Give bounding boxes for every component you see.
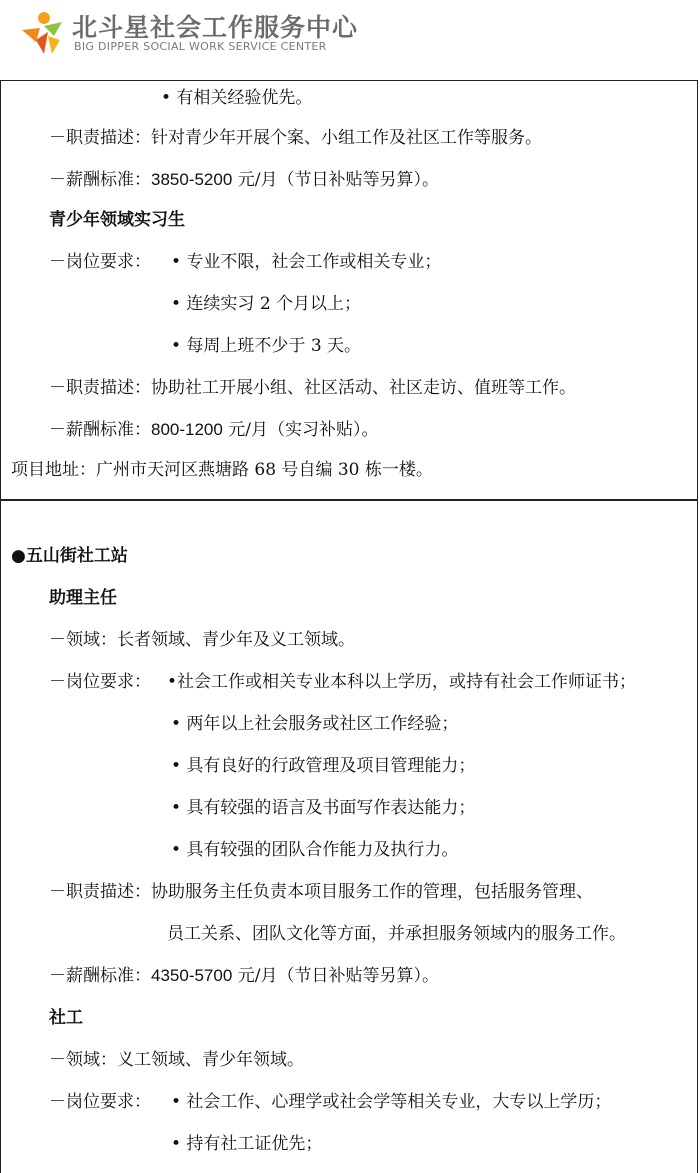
salary-value: 800-1200: [151, 420, 223, 439]
salary-suffix: 元/月（实习补贴）。: [222, 420, 379, 440]
station-title: ●五山街社工站: [11, 546, 128, 566]
duty-description: －职责描述：协助社工开展小组、社区活动、社区走访、值班等工作。: [49, 378, 576, 398]
requirement-item: • 每周上班不少于 3 天。: [171, 336, 362, 356]
requirement-item: • 具有较强的团队合作能力及执行力。: [171, 840, 459, 860]
duty-description: －职责描述：协助服务主任负责本项目服务工作的管理，包括服务管理、: [49, 882, 593, 902]
requirement-item: • 两年以上社会服务或社区工作经验；: [171, 714, 459, 734]
salary-suffix: 元/月（节日补贴等另算）。: [232, 966, 439, 986]
requirement-label: －岗位要求：: [49, 252, 151, 272]
salary-line: [49, 419, 378, 441]
salary-label: －薪酬标准：: [49, 966, 151, 986]
role-domain: －领域：长者领域、青少年及义工领域。: [49, 630, 355, 650]
page-header: [0, 0, 700, 80]
salary-suffix: 元/月（节日补贴等另算）。: [232, 170, 439, 190]
requirement-label: －岗位要求：: [49, 672, 151, 692]
big-dipper-logo-icon: [14, 6, 72, 58]
salary-label: －薪酬标准：: [49, 170, 151, 190]
brand-name-cn: 北斗星社会工作服务中心: [72, 13, 359, 42]
requirement-bullet: • 有相关经验优先。: [161, 88, 313, 108]
requirement-item: • 专业不限，社会工作或相关专业；: [171, 252, 442, 272]
requirement-item: • 连续实习 2 个月以上；: [171, 294, 362, 314]
requirement-item: • 具有良好的行政管理及项目管理能力；: [171, 756, 476, 776]
job-section-2: [0, 500, 698, 1173]
job-section-1: [0, 80, 698, 500]
salary-value: 4350-5700: [151, 966, 233, 985]
brand-name-en: BIG DIPPER SOCIAL WORK SERVICE CENTER: [74, 40, 327, 53]
duty-description-cont: 员工关系、团队文化等方面，并承担服务领域内的服务工作。: [167, 924, 626, 944]
requirement-label: －岗位要求：: [49, 1092, 151, 1112]
salary-line: [49, 169, 439, 191]
requirement-item: • 社会工作、心理学或社会学等相关专业，大专以上学历；: [171, 1092, 612, 1112]
project-address: 项目地址：广州市天河区燕塘路 68 号自编 30 栋一楼。: [11, 460, 433, 480]
salary-line: [49, 965, 439, 987]
salary-value: 3850-5200: [151, 170, 233, 189]
role-domain: －领域：义工领域、青少年领域。: [49, 1050, 304, 1070]
requirement-item: • 持有社工证优先；: [171, 1134, 323, 1154]
duty-description: －职责描述：针对青少年开展个案、小组工作及社区工作等服务。: [49, 128, 542, 148]
requirement-item: •社会工作或相关专业本科以上学历，或持有社会工作师证书；: [167, 672, 637, 692]
salary-label: －薪酬标准：: [49, 420, 151, 440]
requirement-item: • 具有较强的语言及书面写作表达能力；: [171, 798, 476, 818]
role-title: 社工: [49, 1008, 83, 1028]
role-title: 青少年领域实习生: [49, 210, 185, 230]
role-title: 助理主任: [49, 588, 117, 608]
